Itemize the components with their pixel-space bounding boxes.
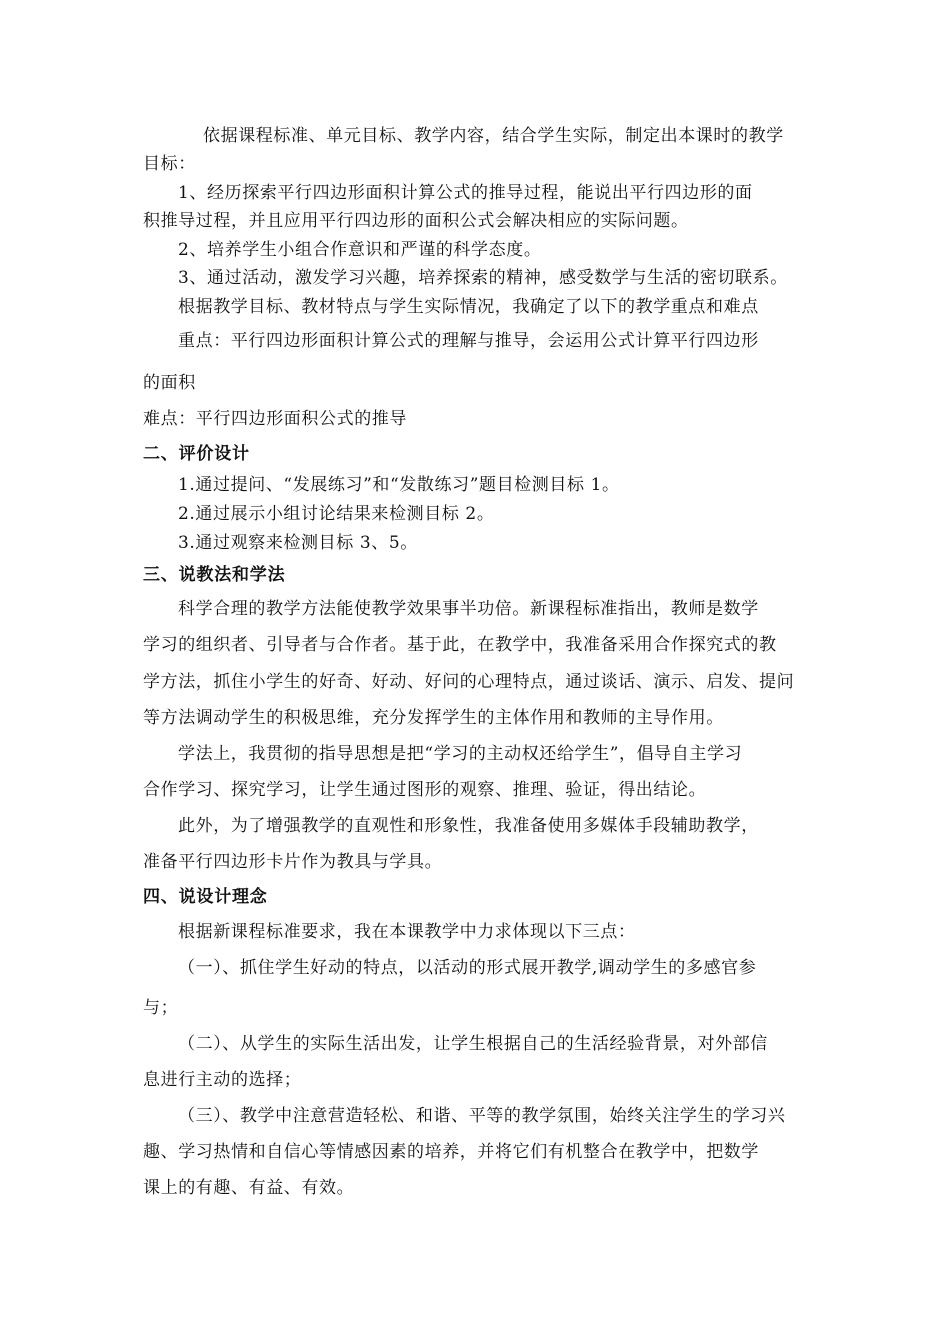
paragraph-line: 依据课程标准、单元目标、教学内容，结合学生实际，制定出本课时的教学 bbox=[203, 126, 784, 146]
objective-item-1-line: 1、经历探索平行四边形面积计算公式的推导过程，能说出平行四边形的面 bbox=[178, 183, 753, 203]
concept-item-2-line: （二）、从学生的实际生活出发，让学生根据自己的生活经验背景，对外部信 bbox=[178, 1034, 768, 1054]
paragraph-line: 等方法调动学生的积极思维，充分发挥学生的主体作用和教师的主导作用。 bbox=[143, 708, 724, 728]
paragraph-line: 准备平行四边形卡片作为教具与学具。 bbox=[143, 852, 443, 872]
paragraph-line: 根据教学目标、教材特点与学生实际情况，我确定了以下的教学重点和难点 bbox=[178, 297, 759, 317]
concept-item-3-line: 课上的有趣、有益、有效。 bbox=[143, 1178, 355, 1198]
concept-item-3-line: 趣、学习热情和自信心等情感因素的培养，并将它们有机整合在教学中，把数学 bbox=[143, 1142, 759, 1162]
paragraph-line: 学法上，我贯彻的指导思想是把“学习的主动权还给学生”，倡导自主学习 bbox=[178, 744, 743, 764]
paragraph-line: 合作学习、探究学习，让学生通过图形的观察、推理、验证，得出结论。 bbox=[143, 780, 707, 800]
paragraph-line: 学习的组织者、引导者与合作者。基于此，在教学中，我准备采用合作探究式的教 bbox=[143, 635, 777, 655]
objective-item-2: 2、培养学生小组合作意识和严谨的科学态度。 bbox=[178, 240, 542, 260]
section-heading-design-concept: 四、说设计理念 bbox=[143, 887, 268, 907]
paragraph-line: 目标： bbox=[143, 154, 196, 174]
difficult-point: 难点：平行四边形面积公式的推导 bbox=[143, 409, 407, 429]
objective-item-1-line: 积推导过程，并且应用平行四边形的面积公式会解决相应的实际问题。 bbox=[143, 211, 689, 231]
concept-item-2-line: 息进行主动的选择； bbox=[143, 1070, 302, 1090]
objective-item-3: 3、通过活动，激发学习兴趣，培养探索的精神，感受数学与生活的密切联系。 bbox=[178, 268, 788, 288]
concept-item-1-line: 与； bbox=[143, 998, 179, 1018]
paragraph-line: 科学合理的教学方法能使教学效果事半功倍。新课程标准指出，教师是数学 bbox=[178, 599, 759, 619]
section-heading-evaluation: 二、评价设计 bbox=[143, 444, 250, 464]
concept-item-3-line: （三）、教学中注意营造轻松、和谐、平等的教学氛围，始终关注学生的学习兴 bbox=[178, 1106, 786, 1126]
paragraph-line: 学方法，抓住小学生的好奇、好动、好问的心理特点，通过谈话、演示、启发、提问 bbox=[143, 672, 795, 692]
paragraph-line: 此外，为了增强教学的直观性和形象性，我准备使用多媒体手段辅助教学， bbox=[178, 816, 759, 836]
key-point-line: 的面积 bbox=[143, 373, 196, 393]
evaluation-item-1: 1.通过提问、“发展练习”和“发散练习”题目检测目标 1。 bbox=[178, 475, 620, 495]
section-heading-methods: 三、说教法和学法 bbox=[143, 565, 286, 585]
key-point-line: 重点：平行四边形面积计算公式的理解与推导，会运用公式计算平行四边形 bbox=[178, 331, 759, 351]
paragraph-line: 根据新课程标准要求，我在本课教学中力求体现以下三点： bbox=[178, 922, 636, 942]
concept-item-1-line: （一）、抓住学生好动的特点，以活动的形式展开教学,调动学生的多感官参 bbox=[178, 958, 757, 978]
evaluation-item-3: 3.通过观察来检测目标 3、5。 bbox=[178, 533, 418, 553]
evaluation-item-2: 2.通过展示小组讨论结果来检测目标 2。 bbox=[178, 504, 495, 524]
